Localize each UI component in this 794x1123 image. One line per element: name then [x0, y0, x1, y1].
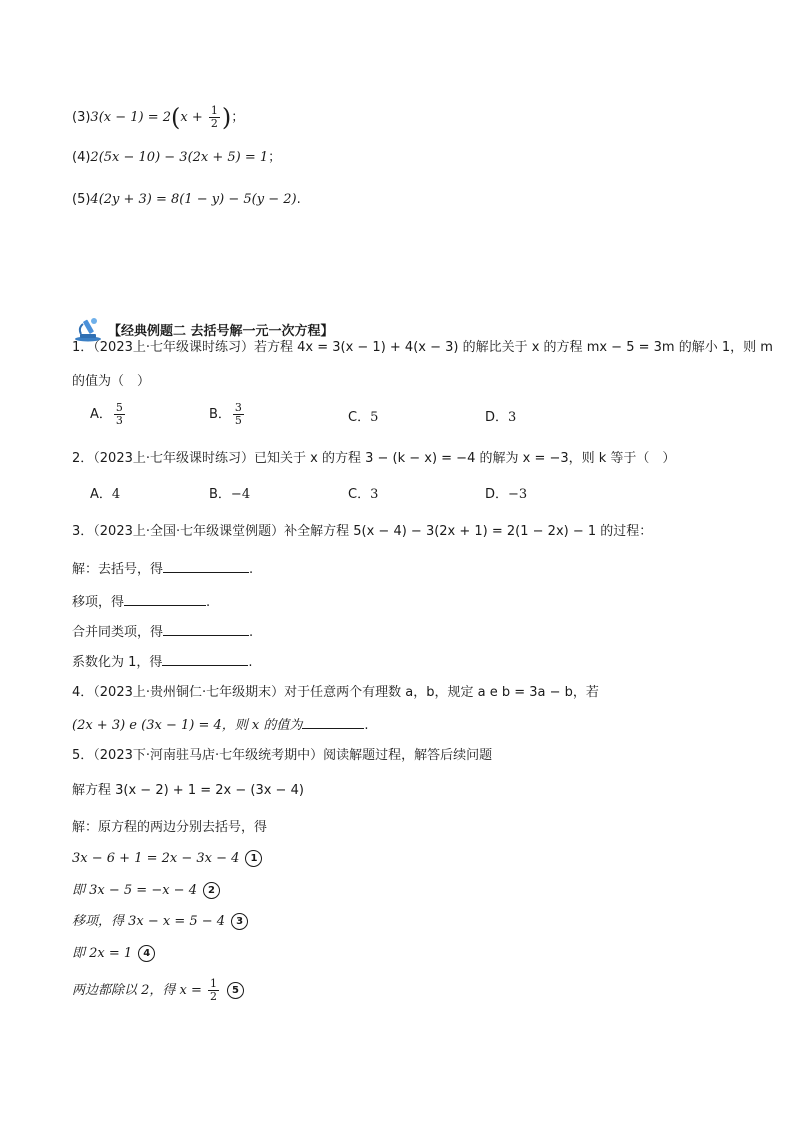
- problem-4: [72, 148, 281, 168]
- q5-line3: 解：原方程的两边分别去括号，得: [72, 820, 268, 835]
- q1-option-d[interactable]: [485, 408, 516, 428]
- option-label: C．: [348, 410, 371, 425]
- option-value: −3: [508, 487, 528, 502]
- problem-4-tail: ；: [268, 150, 282, 165]
- step-text: 合并同类项，得: [72, 625, 164, 640]
- q5-line1: 5．（2023下·河南驻马店·七年级统考期中）阅读解题过程，解答后续问题: [72, 748, 493, 763]
- problem-3-tail: ；: [231, 110, 245, 125]
- fraction-numerator: 1: [210, 104, 218, 117]
- q5-step2: [72, 881, 220, 901]
- step-text: 系数化为 1，得: [72, 655, 163, 670]
- problem-label: (4): [72, 150, 91, 165]
- section-title: 【经典例题二 去括号解一元一次方程】: [108, 323, 334, 339]
- step-end: .: [249, 562, 254, 577]
- step-end: .: [364, 718, 369, 733]
- step-end: .: [248, 655, 253, 670]
- q3-step3: [72, 621, 253, 643]
- q1-option-a[interactable]: [90, 402, 127, 427]
- q5-step4: [72, 944, 155, 964]
- answer-blank[interactable]: [162, 651, 248, 666]
- problem-5-tail: .: [296, 192, 301, 207]
- q1-line2: 的值为（ ）: [72, 374, 151, 389]
- step-end: .: [206, 595, 211, 610]
- option-value: 3: [370, 487, 379, 502]
- step-end: .: [249, 625, 254, 640]
- step-equation: 即 3x − 5 = −x − 4: [72, 883, 197, 898]
- q3-line1: 3．（2023上·全国·七年级课堂例题）补全解方程 5(x − 4) − 3(2x + 1) = 2(1 − 2x) − 1 的过程：: [72, 524, 653, 539]
- option-label: D．: [485, 487, 509, 502]
- q1-option-c[interactable]: [348, 408, 378, 428]
- q3-step2: [72, 591, 210, 613]
- q2-option-b[interactable]: [209, 485, 250, 505]
- problem-3: [72, 105, 244, 130]
- step-text: 解：去括号，得: [72, 562, 164, 577]
- q1-option-b[interactable]: [209, 402, 246, 427]
- step-marker: 2: [203, 882, 220, 899]
- left-paren: (: [171, 103, 181, 132]
- fraction-denominator: 3: [115, 414, 123, 427]
- q4-line2: [72, 714, 368, 736]
- step-text: 移项，得: [72, 595, 125, 610]
- step-marker: 4: [138, 945, 155, 962]
- problem-4-expr: 2(5x − 10) − 3(2x + 5) = 1: [90, 150, 269, 165]
- q1-line1: 1．（2023上·七年级课时练习）若方程 4x = 3(x − 1) + 4(x − 3) 的解比关于 x 的方程 mx − 5 = 3m 的解小 1，则 m: [72, 340, 773, 355]
- answer-blank[interactable]: [163, 621, 249, 636]
- problem-3-lhs: 3(x − 1) = 2: [90, 110, 172, 125]
- step-equation: 两边都除以 2，得 x =: [72, 983, 207, 998]
- answer-blank[interactable]: [302, 714, 364, 729]
- q2-option-d[interactable]: [485, 485, 527, 505]
- option-value: −4: [230, 487, 251, 502]
- problem-5-expr: 4(2y + 3) = 8(1 − y) − 5(y − 2): [90, 192, 297, 207]
- q2-option-a[interactable]: [90, 485, 120, 505]
- option-label: A．: [90, 407, 112, 422]
- fraction-denominator: 5: [234, 414, 242, 427]
- option-label: D．: [485, 410, 509, 425]
- option-label: C．: [348, 487, 371, 502]
- q4-expression: (2x + 3) e (3x − 1) = 4，则 x 的值为: [72, 718, 303, 733]
- step-marker: 1: [245, 850, 262, 867]
- q4-line1: 4．（2023上·贵州铜仁·七年级期末）对于任意两个有理数 a，b，规定 a e b = 3a − b，若: [72, 685, 599, 700]
- step-equation: 3x − 6 + 1 = 2x − 3x − 4: [72, 851, 240, 866]
- q2-option-c[interactable]: [348, 485, 378, 505]
- option-value: 3: [508, 410, 517, 425]
- q2-line1: 2．（2023上·七年级课时练习）已知关于 x 的方程 3 − (k − x) = −4 的解为 x = −3，则 k 等于（ ）: [72, 451, 676, 466]
- fraction-numerator: 1: [210, 977, 218, 990]
- q3-step1: [72, 558, 253, 580]
- option-label: B．: [209, 487, 231, 502]
- answer-blank[interactable]: [163, 558, 249, 573]
- option-value: 5: [370, 410, 379, 425]
- q3-step4: [72, 651, 253, 673]
- fraction-denominator: 2: [210, 117, 218, 130]
- step-equation: 移项，得 3x − x = 5 − 4: [72, 914, 226, 929]
- q5-step3: [72, 912, 248, 932]
- problem-label: (3): [72, 110, 91, 125]
- option-label: A．: [90, 487, 112, 502]
- step-marker: 3: [231, 913, 248, 930]
- step-marker: 5: [227, 982, 244, 999]
- q5-line2: 解方程 3(x − 2) + 1 = 2x − (3x − 4): [72, 783, 304, 798]
- fraction-half: [209, 105, 220, 130]
- problem-5: [72, 190, 301, 210]
- step-equation: 即 2x = 1: [72, 946, 133, 961]
- fraction-half: [208, 978, 219, 1003]
- problem-label: (5): [72, 192, 91, 207]
- option-value: 4: [111, 487, 121, 502]
- fraction-numerator: 3: [234, 401, 242, 414]
- answer-blank[interactable]: [124, 591, 206, 606]
- right-paren: ): [221, 103, 232, 132]
- option-fraction: [233, 402, 244, 427]
- option-fraction: [114, 402, 125, 427]
- fraction-numerator: 5: [115, 401, 123, 414]
- fraction-denominator: 2: [210, 990, 218, 1003]
- q5-step1: [72, 849, 262, 869]
- problem-3-inner: x +: [180, 110, 207, 125]
- option-label: B．: [209, 407, 231, 422]
- q5-step5: [72, 978, 244, 1003]
